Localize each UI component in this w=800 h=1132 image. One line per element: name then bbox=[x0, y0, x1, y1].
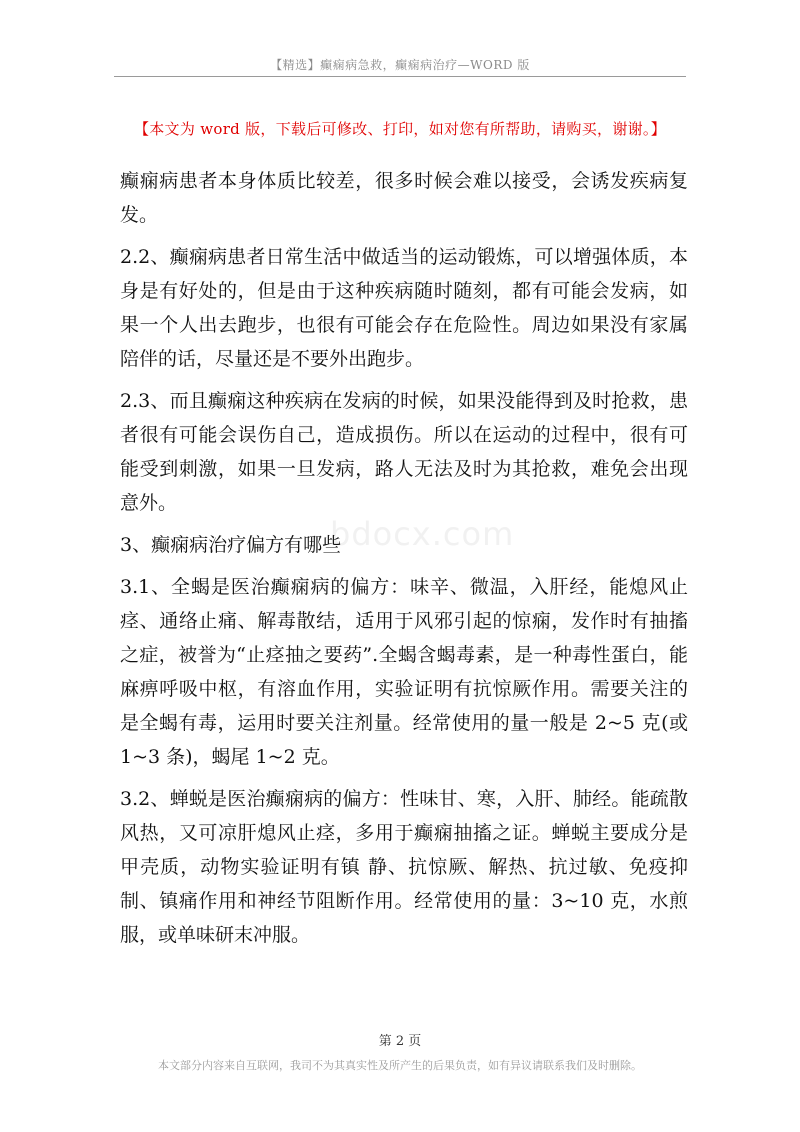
paragraph-2-2: 2.2、癫痫病患者日常生活中做适当的运动锻炼，可以增强体质，本身是有好处的，但是由于这种疾病随时随刻，都有可能会发病，如果一个人出去跑步，也很有可能会存在危险性。周边如果没有家属陪伴的话，尽量还是不要外出跑步。 bbox=[120, 246, 688, 370]
download-notice: 【本文为 word 版，下载后可修改、打印，如对您有所帮助，请购买，谢谢。】 bbox=[133, 120, 667, 138]
page-header: 【精选】癫痫病急救，癫痫病治疗—WORD 版 bbox=[270, 58, 530, 72]
paragraph-3-2: 3.2、蝉蜕是医治癫痫病的偏方：性味甘、寒，入肝、肺经。能疏散风热，又可凉肝熄风止痉，多用于癫痫抽搐之证。蝉蜕主要成分是甲壳质，动物实验证明有镇 静、抗惊厥、解热、抗过敏、免疫抑制、镇痛作用和神经节阻断作用。经常使用的量：3~10 克，水煎服，或单味研末冲服。 bbox=[120, 788, 688, 946]
paragraph-intro: 癫痫病患者本身体质比较差，很多时候会难以接受，会诱发疾病复发。 bbox=[120, 170, 688, 226]
document-body bbox=[120, 164, 688, 952]
section-heading-3: 3、癫痫病治疗偏方有哪些 bbox=[120, 534, 342, 556]
page-number: 第 2 页 bbox=[378, 1034, 422, 1049]
header-divider bbox=[114, 76, 686, 77]
watermark: bdocx.com bbox=[330, 515, 515, 553]
paragraph-3-1: 3.1、全蝎是医治癫痫病的偏方：味辛、微温，入肝经，能熄风止痉、通络止痛、解毒散结，适用于风邪引起的惊痫，发作时有抽搐之症，被誉为“止痉抽之要药”.全蝎含蝎毒素，是一种毒性蛋白，能麻痹呼吸中枢，有溶血作用，实验证明有抗惊厥作用。需要关注的是全蝎有毒，运用时要关注剂量。经常使用的量一般是 2~5 克(或 1~3 条)，蝎尾 1~2 克。 bbox=[120, 576, 688, 768]
footer-disclaimer: 本文部分内容来自互联网，我司不为其真实性及所产生的后果负责，如有异议请联系我们及时删除。 bbox=[158, 1059, 642, 1072]
paragraph-2-3: 2.3、而且癫痫这种疾病在发病的时候，如果没能得到及时抢救，患者很有可能会误伤自己，造成损伤。所以在运动的过程中，很有可能受到刺激，如果一旦发病，路人无法及时为其抢救，难免会出现意外。 bbox=[120, 390, 688, 514]
